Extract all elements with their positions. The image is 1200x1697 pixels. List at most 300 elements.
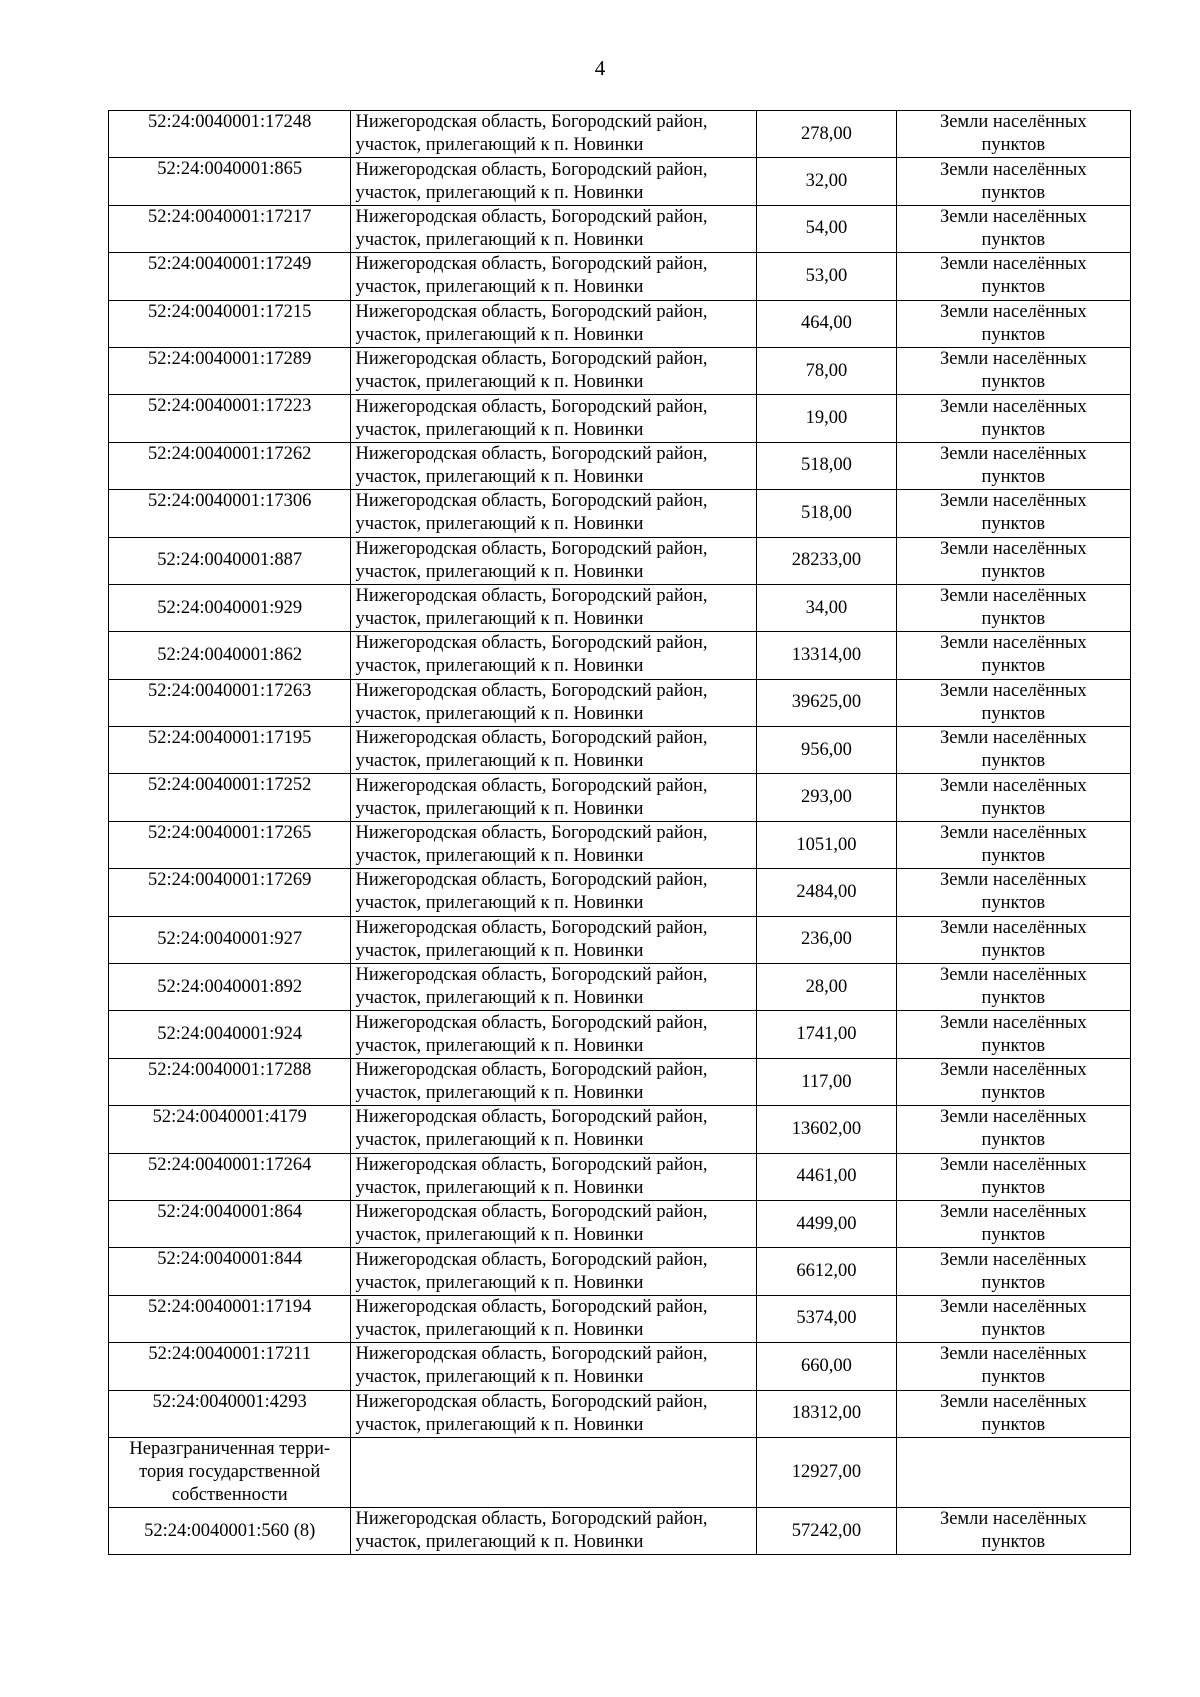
address-line: участок, прилегающий к п. Новинки bbox=[355, 751, 644, 772]
address-line: участок, прилегающий к п. Новинки bbox=[355, 609, 644, 630]
land-category-line: пунктов bbox=[981, 703, 1046, 724]
address-line: Нижегородская область, Богородский район, bbox=[355, 633, 708, 654]
area-cell bbox=[757, 679, 896, 726]
address-line: участок, прилегающий к п. Новинки bbox=[355, 940, 644, 961]
address-line: участок, прилегающий к п. Новинки bbox=[355, 656, 644, 677]
area-cell bbox=[757, 1248, 896, 1295]
land-category-line: пунктов bbox=[981, 135, 1046, 156]
address-line: Нижегородская область, Богородский район, bbox=[355, 680, 708, 701]
address-cell bbox=[351, 253, 757, 300]
cadastral-number: 52:24:0040001:17263 bbox=[148, 680, 312, 701]
land-category-line: пунктов bbox=[981, 514, 1046, 535]
table-row bbox=[109, 158, 1131, 205]
address-cell bbox=[351, 916, 757, 963]
address-line: Нижегородская область, Богородский район, bbox=[355, 1107, 708, 1128]
address-line: участок, прилегающий к п. Новинки bbox=[355, 1532, 644, 1553]
cadastral-number: 52:24:0040001:17288 bbox=[148, 1059, 312, 1080]
land-category-cell bbox=[896, 1106, 1130, 1153]
area-cell bbox=[757, 1058, 896, 1105]
land-category-cell-empty bbox=[896, 1437, 1130, 1507]
area-value: 19,00 bbox=[805, 408, 848, 429]
address-line: Нижегородская область, Богородский район, bbox=[355, 301, 708, 322]
land-category-cell bbox=[896, 727, 1130, 774]
land-category-line: Земли населённых bbox=[939, 1012, 1087, 1033]
table-row bbox=[109, 1343, 1131, 1390]
area-value: 13314,00 bbox=[791, 644, 862, 665]
land-category-cell bbox=[896, 1200, 1130, 1247]
page-number: 4 bbox=[594, 56, 606, 80]
land-category-line: пунктов bbox=[981, 1319, 1046, 1340]
area-value: 39625,00 bbox=[791, 692, 862, 713]
land-category-cell bbox=[896, 111, 1130, 158]
address-line: Нижегородская область, Богородский район, bbox=[355, 1012, 708, 1033]
address-cell bbox=[351, 679, 757, 726]
address-cell bbox=[351, 1153, 757, 1200]
area-cell bbox=[757, 442, 896, 489]
address-cell bbox=[351, 1011, 757, 1058]
cadastral-number: 52:24:0040001:17211 bbox=[148, 1344, 312, 1365]
area-value: 518,00 bbox=[800, 455, 852, 476]
land-category-line: пунктов bbox=[981, 419, 1046, 440]
address-line: участок, прилегающий к п. Новинки bbox=[355, 1083, 644, 1103]
table-row bbox=[109, 395, 1131, 442]
area-value: 1051,00 bbox=[796, 834, 857, 855]
area-cell bbox=[757, 1390, 896, 1437]
table-row bbox=[109, 1390, 1131, 1437]
cadastral-number-cell bbox=[109, 205, 351, 252]
area-cell bbox=[757, 1295, 896, 1342]
cadastral-number-cell bbox=[109, 1011, 351, 1058]
land-category-line: Земли населённых bbox=[939, 491, 1087, 512]
address-cell bbox=[351, 727, 757, 774]
address-line: Нижегородская область, Богородский район, bbox=[355, 349, 708, 370]
address-cell bbox=[351, 205, 757, 252]
area-value: 34,00 bbox=[805, 597, 848, 618]
area-value: 18312,00 bbox=[791, 1403, 862, 1424]
land-category-line: пунктов bbox=[981, 466, 1046, 487]
address-line: Нижегородская область, Богородский район, bbox=[355, 443, 708, 464]
address-line: Нижегородская область, Богородский район, bbox=[355, 823, 708, 844]
cadastral-number: 52:24:0040001:17215 bbox=[148, 301, 312, 322]
cadastral-number: 52:24:0040001:17223 bbox=[148, 396, 312, 417]
land-category-line: Земли населённых bbox=[939, 443, 1087, 464]
area-cell bbox=[757, 1437, 896, 1507]
area-cell bbox=[757, 1343, 896, 1390]
address-cell bbox=[351, 111, 757, 158]
land-category-cell bbox=[896, 1011, 1130, 1058]
cadastral-number: 52:24:0040001:17264 bbox=[148, 1154, 312, 1175]
address-line: Нижегородская область, Богородский район, bbox=[355, 728, 708, 749]
cadastral-number: 52:24:0040001:844 bbox=[157, 1249, 303, 1270]
address-cell bbox=[351, 158, 757, 205]
table-row bbox=[109, 916, 1131, 963]
address-line: Нижегородская область, Богородский район, bbox=[355, 965, 708, 986]
land-category-line: Земли населённых bbox=[939, 159, 1087, 180]
land-category-line: Земли населённых bbox=[939, 1154, 1087, 1175]
cadastral-number-cell bbox=[109, 442, 351, 489]
address-line: Нижегородская область, Богородский район, bbox=[355, 159, 708, 180]
address-cell bbox=[351, 1295, 757, 1342]
area-cell bbox=[757, 727, 896, 774]
land-category-line: пунктов bbox=[981, 893, 1046, 914]
table-body bbox=[109, 111, 1131, 1555]
land-category-line: Земли населённых bbox=[939, 206, 1087, 227]
area-cell bbox=[757, 205, 896, 252]
cadastral-number: 52:24:0040001:862 bbox=[157, 644, 303, 665]
land-parcels-table bbox=[108, 110, 1131, 1555]
address-cell bbox=[351, 774, 757, 821]
area-value: 28233,00 bbox=[791, 550, 862, 571]
land-category-line: пунктов bbox=[981, 609, 1046, 630]
area-value: 4461,00 bbox=[796, 1166, 857, 1187]
area-value: 278,00 bbox=[800, 123, 852, 144]
land-category-line: пунктов bbox=[981, 1083, 1046, 1103]
table-row bbox=[109, 1106, 1131, 1153]
cadastral-number: 52:24:0040001:17195 bbox=[148, 728, 312, 749]
cadastral-number: 52:24:0040001:17217 bbox=[148, 206, 312, 227]
land-category-line: пунктов bbox=[981, 1225, 1046, 1246]
address-line: участок, прилегающий к п. Новинки bbox=[355, 277, 644, 298]
cadastral-number-cell bbox=[109, 632, 351, 679]
land-category-cell bbox=[896, 1153, 1130, 1200]
address-cell-empty bbox=[351, 1437, 757, 1507]
land-category-line: пунктов bbox=[981, 182, 1046, 203]
cadastral-number-cell bbox=[109, 253, 351, 300]
land-category-line: Земли населённых bbox=[939, 1107, 1087, 1128]
unallocated-territory-line: Неразграниченная терри- bbox=[129, 1438, 331, 1459]
address-cell bbox=[351, 964, 757, 1011]
cadastral-number-cell bbox=[109, 1248, 351, 1295]
cadastral-number-cell bbox=[109, 774, 351, 821]
land-category-line: пунктов bbox=[981, 1035, 1046, 1056]
cadastral-number: 52:24:0040001:4293 bbox=[152, 1391, 307, 1412]
area-cell bbox=[757, 395, 896, 442]
address-line: участок, прилегающий к п. Новинки bbox=[355, 1367, 644, 1388]
address-line: Нижегородская область, Богородский район, bbox=[355, 112, 708, 133]
cadastral-number: 52:24:0040001:887 bbox=[157, 550, 303, 571]
area-cell bbox=[757, 869, 896, 916]
land-category-cell bbox=[896, 1058, 1130, 1105]
cadastral-number-cell bbox=[109, 964, 351, 1011]
area-value: 4499,00 bbox=[796, 1213, 857, 1234]
area-value: 1741,00 bbox=[796, 1024, 857, 1045]
address-cell bbox=[351, 1343, 757, 1390]
address-line: Нижегородская область, Богородский район, bbox=[355, 538, 708, 559]
area-value: 236,00 bbox=[800, 929, 852, 950]
address-line: участок, прилегающий к п. Новинки bbox=[355, 135, 644, 156]
cadastral-number: 52:24:0040001:865 bbox=[157, 159, 303, 180]
table-row bbox=[109, 1295, 1131, 1342]
area-cell bbox=[757, 490, 896, 537]
address-line: Нижегородская область, Богородский район, bbox=[355, 254, 708, 275]
table-row bbox=[109, 679, 1131, 726]
land-category-cell bbox=[896, 774, 1130, 821]
address-cell bbox=[351, 395, 757, 442]
area-value: 293,00 bbox=[800, 787, 852, 808]
land-category-line: пунктов bbox=[981, 751, 1046, 772]
address-line: Нижегородская область, Богородский район, bbox=[355, 1391, 708, 1412]
area-value: 660,00 bbox=[800, 1355, 852, 1376]
area-value: 117,00 bbox=[801, 1071, 852, 1092]
address-line: Нижегородская область, Богородский район, bbox=[355, 1249, 708, 1270]
address-cell bbox=[351, 442, 757, 489]
cadastral-number: 52:24:0040001:17249 bbox=[148, 254, 312, 275]
address-line: участок, прилегающий к п. Новинки bbox=[355, 324, 644, 345]
land-category-line: Земли населённых bbox=[939, 1296, 1087, 1317]
address-line: Нижегородская область, Богородский район, bbox=[355, 1344, 708, 1365]
cadastral-number: 52:24:0040001:924 bbox=[157, 1024, 303, 1045]
table-row bbox=[109, 821, 1131, 868]
land-category-cell bbox=[896, 1248, 1130, 1295]
land-category-line: пунктов bbox=[981, 1367, 1046, 1388]
table-row bbox=[109, 869, 1131, 916]
table-row bbox=[109, 584, 1131, 631]
unallocated-territory-line: собственности bbox=[171, 1484, 288, 1505]
area-cell bbox=[757, 111, 896, 158]
address-cell bbox=[351, 584, 757, 631]
land-category-line: Земли населённых bbox=[939, 680, 1087, 701]
land-category-line: пунктов bbox=[981, 1130, 1046, 1151]
table-row bbox=[109, 300, 1131, 347]
land-category-line: Земли населённых bbox=[939, 1391, 1087, 1412]
land-category-line: Земли населённых bbox=[939, 1509, 1087, 1530]
land-category-line: Земли населённых bbox=[939, 254, 1087, 275]
address-line: участок, прилегающий к п. Новинки bbox=[355, 703, 644, 724]
table-row bbox=[109, 964, 1131, 1011]
cadastral-number: 52:24:0040001:929 bbox=[157, 597, 303, 618]
land-category-line: пунктов bbox=[981, 988, 1046, 1009]
area-value: 54,00 bbox=[805, 218, 848, 239]
land-category-line: Земли населённых bbox=[939, 1344, 1087, 1365]
address-line: участок, прилегающий к п. Новинки bbox=[355, 1177, 644, 1198]
table-row bbox=[109, 1507, 1131, 1554]
land-category-cell bbox=[896, 253, 1130, 300]
address-line: Нижегородская область, Богородский район, bbox=[355, 206, 708, 227]
cadastral-number: 52:24:0040001:864 bbox=[157, 1201, 303, 1222]
land-category-line: пунктов bbox=[981, 372, 1046, 393]
cadastral-number-cell bbox=[109, 869, 351, 916]
land-category-line: Земли населённых bbox=[939, 396, 1087, 417]
land-category-line: пунктов bbox=[981, 1177, 1046, 1198]
land-category-cell bbox=[896, 347, 1130, 394]
land-category-line: Земли населённых bbox=[939, 870, 1087, 891]
address-cell bbox=[351, 1390, 757, 1437]
address-line: участок, прилегающий к п. Новинки bbox=[355, 1319, 644, 1340]
cadastral-number-cell bbox=[109, 679, 351, 726]
area-cell bbox=[757, 347, 896, 394]
area-value: 12927,00 bbox=[791, 1461, 862, 1482]
address-line: участок, прилегающий к п. Новинки bbox=[355, 846, 644, 867]
area-value: 13602,00 bbox=[791, 1118, 862, 1139]
table-row bbox=[109, 442, 1131, 489]
land-category-line: Земли населённых bbox=[939, 728, 1087, 749]
address-line: Нижегородская область, Богородский район, bbox=[355, 1202, 708, 1223]
address-line: Нижегородская область, Богородский район, bbox=[355, 870, 708, 891]
area-value: 32,00 bbox=[805, 171, 848, 192]
land-category-cell bbox=[896, 1343, 1130, 1390]
land-category-cell bbox=[896, 300, 1130, 347]
table-row bbox=[109, 1248, 1131, 1295]
cadastral-number-cell bbox=[109, 347, 351, 394]
address-line: участок, прилегающий к п. Новинки bbox=[355, 1272, 644, 1293]
land-category-cell bbox=[896, 537, 1130, 584]
land-category-cell bbox=[896, 1295, 1130, 1342]
land-category-line: Земли населённых bbox=[939, 965, 1087, 986]
table-row bbox=[109, 205, 1131, 252]
land-category-line: пунктов bbox=[981, 846, 1046, 867]
cadastral-number-cell bbox=[109, 1507, 351, 1554]
address-cell bbox=[351, 869, 757, 916]
address-cell bbox=[351, 1248, 757, 1295]
cadastral-number-cell bbox=[109, 1343, 351, 1390]
area-cell bbox=[757, 584, 896, 631]
address-line: Нижегородская область, Богородский район, bbox=[355, 396, 708, 417]
address-line: участок, прилегающий к п. Новинки bbox=[355, 1130, 644, 1151]
address-cell bbox=[351, 537, 757, 584]
address-line: Нижегородская область, Богородский район, bbox=[355, 775, 708, 796]
cadastral-number-cell bbox=[109, 1106, 351, 1153]
land-category-cell bbox=[896, 869, 1130, 916]
area-cell bbox=[757, 916, 896, 963]
land-category-cell bbox=[896, 442, 1130, 489]
area-value: 518,00 bbox=[800, 502, 852, 523]
address-cell bbox=[351, 1507, 757, 1554]
land-category-line: пунктов bbox=[981, 277, 1046, 298]
address-line: участок, прилегающий к п. Новинки bbox=[355, 1414, 644, 1435]
cadastral-number-cell bbox=[109, 584, 351, 631]
area-cell bbox=[757, 632, 896, 679]
table-row bbox=[109, 111, 1131, 158]
area-value: 78,00 bbox=[805, 360, 848, 381]
land-category-line: Земли населённых bbox=[939, 633, 1087, 654]
land-category-line: пунктов bbox=[981, 656, 1046, 677]
area-cell bbox=[757, 1106, 896, 1153]
land-category-line: Земли населённых bbox=[939, 1202, 1087, 1223]
unallocated-territory-cell bbox=[109, 1437, 351, 1507]
cadastral-number: 52:24:0040001:17252 bbox=[148, 775, 312, 796]
land-category-cell bbox=[896, 1390, 1130, 1437]
address-line: Нижегородская область, Богородский район, bbox=[355, 1509, 708, 1530]
table-row bbox=[109, 1200, 1131, 1247]
cadastral-number-cell bbox=[109, 821, 351, 868]
address-line: участок, прилегающий к п. Новинки bbox=[355, 798, 644, 819]
land-category-cell bbox=[896, 916, 1130, 963]
land-category-cell bbox=[896, 205, 1130, 252]
land-category-cell bbox=[896, 821, 1130, 868]
address-line: Нижегородская область, Богородский район, bbox=[355, 917, 708, 938]
address-line: участок, прилегающий к п. Новинки bbox=[355, 229, 644, 250]
land-category-line: Земли населённых bbox=[939, 538, 1087, 559]
address-line: участок, прилегающий к п. Новинки bbox=[355, 893, 644, 914]
address-line: участок, прилегающий к п. Новинки bbox=[355, 1035, 644, 1056]
land-category-line: пунктов bbox=[981, 324, 1046, 345]
area-cell bbox=[757, 300, 896, 347]
cadastral-number-cell bbox=[109, 1153, 351, 1200]
land-category-line: Земли населённых bbox=[939, 586, 1087, 607]
cadastral-number-cell bbox=[109, 300, 351, 347]
address-line: Нижегородская область, Богородский район, bbox=[355, 1060, 708, 1080]
area-cell bbox=[757, 1011, 896, 1058]
address-line: участок, прилегающий к п. Новинки bbox=[355, 988, 644, 1009]
table-row bbox=[109, 537, 1131, 584]
area-value: 53,00 bbox=[805, 265, 848, 286]
address-cell bbox=[351, 490, 757, 537]
land-category-cell bbox=[896, 679, 1130, 726]
address-cell bbox=[351, 632, 757, 679]
land-category-line: Земли населённых bbox=[939, 1060, 1087, 1080]
table-row bbox=[109, 774, 1131, 821]
land-category-line: пунктов bbox=[981, 1414, 1046, 1435]
area-cell bbox=[757, 158, 896, 205]
address-cell bbox=[351, 1200, 757, 1247]
area-value: 464,00 bbox=[800, 313, 852, 334]
land-category-line: Земли населённых bbox=[939, 112, 1087, 133]
address-cell bbox=[351, 347, 757, 394]
area-value: 6612,00 bbox=[796, 1261, 857, 1282]
cadastral-number-cell bbox=[109, 395, 351, 442]
land-category-cell bbox=[896, 490, 1130, 537]
area-cell bbox=[757, 1153, 896, 1200]
land-category-cell bbox=[896, 964, 1130, 1011]
address-cell bbox=[351, 300, 757, 347]
land-category-line: Земли населённых bbox=[939, 917, 1087, 938]
cadastral-number: 52:24:0040001:4179 bbox=[152, 1107, 307, 1128]
table-row bbox=[109, 632, 1131, 679]
cadastral-number: 52:24:0040001:17289 bbox=[148, 348, 312, 369]
cadastral-number: 52:24:0040001:927 bbox=[157, 929, 303, 950]
address-cell bbox=[351, 1106, 757, 1153]
table-row bbox=[109, 1011, 1131, 1058]
table-row bbox=[109, 1153, 1131, 1200]
land-category-line: пунктов bbox=[981, 1532, 1046, 1553]
address-line: участок, прилегающий к п. Новинки bbox=[355, 514, 644, 535]
address-line: участок, прилегающий к п. Новинки bbox=[355, 372, 644, 393]
cadastral-number: 52:24:0040001:17265 bbox=[148, 822, 312, 843]
cadastral-number-cell bbox=[109, 490, 351, 537]
cadastral-number: 52:24:0040001:17269 bbox=[148, 870, 312, 891]
cadastral-number-cell bbox=[109, 1058, 351, 1105]
area-cell bbox=[757, 1200, 896, 1247]
table-row bbox=[109, 490, 1131, 537]
address-line: участок, прилегающий к п. Новинки bbox=[355, 1225, 644, 1246]
address-line: участок, прилегающий к п. Новинки bbox=[355, 182, 644, 203]
land-category-line: пунктов bbox=[981, 940, 1046, 961]
area-value: 5374,00 bbox=[796, 1308, 857, 1329]
address-line: Нижегородская область, Богородский район, bbox=[355, 491, 708, 512]
unallocated-territory-line: тория государственной bbox=[139, 1461, 321, 1482]
area-value: 57242,00 bbox=[791, 1520, 862, 1541]
land-category-line: пунктов bbox=[981, 798, 1046, 819]
cadastral-number-cell bbox=[109, 1200, 351, 1247]
table-row bbox=[109, 727, 1131, 774]
address-line: участок, прилегающий к п. Новинки bbox=[355, 466, 644, 487]
cadastral-number: 52:24:0040001:17194 bbox=[148, 1296, 312, 1317]
address-line: участок, прилегающий к п. Новинки bbox=[355, 419, 644, 440]
cadastral-number-cell bbox=[109, 537, 351, 584]
cadastral-number-cell bbox=[109, 727, 351, 774]
land-category-line: пунктов bbox=[981, 229, 1046, 250]
area-cell bbox=[757, 537, 896, 584]
land-category-line: Земли населённых bbox=[939, 1249, 1087, 1270]
cadastral-number-cell bbox=[109, 916, 351, 963]
land-category-cell bbox=[896, 1507, 1130, 1554]
land-category-cell bbox=[896, 584, 1130, 631]
land-category-line: Земли населённых bbox=[939, 301, 1087, 322]
table-row bbox=[109, 1058, 1131, 1105]
table-row bbox=[109, 253, 1131, 300]
table-row bbox=[109, 347, 1131, 394]
area-value: 2484,00 bbox=[796, 881, 857, 902]
